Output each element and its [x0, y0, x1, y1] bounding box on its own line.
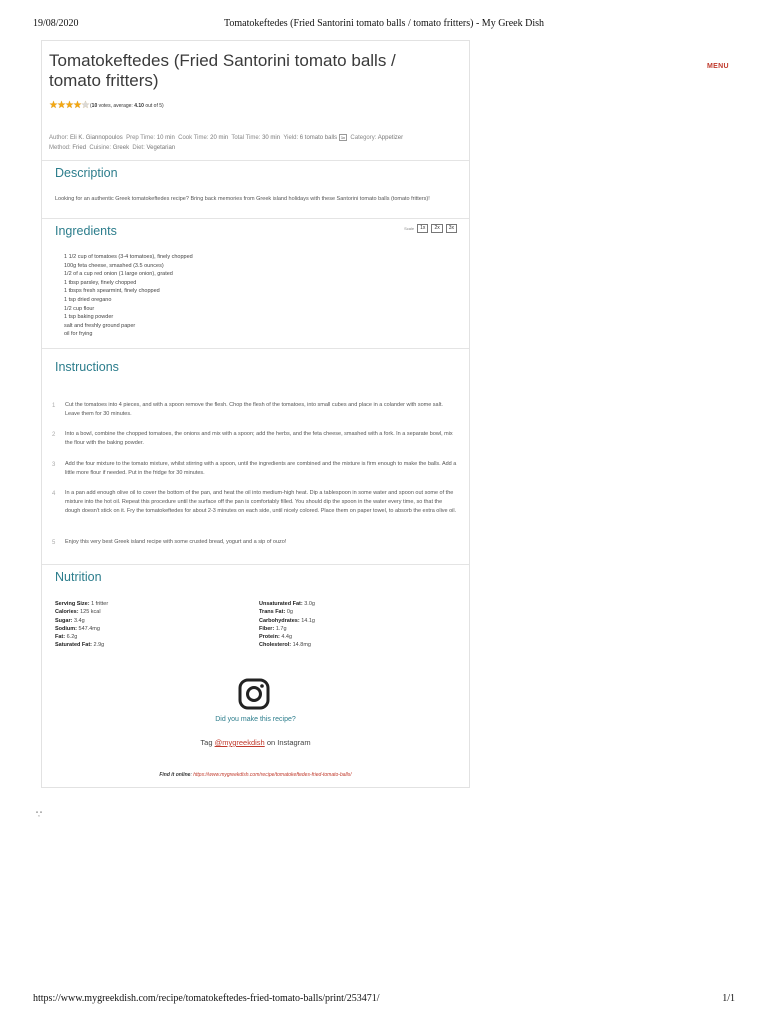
nutrition-row: Fat: 6.2g: [55, 634, 78, 641]
total-time: 30 min: [262, 135, 281, 141]
ingredient-item: salt and freshly ground paper: [64, 322, 136, 329]
ingredients-list: [64, 253, 193, 339]
step-text: Into a bowl, combine the chopped tomatoes, the onions and mix with a spoon; add the herbs, and the feta cheese, smashed with a fork. In a separate bowl, mix the flour with the baking powder.: [65, 431, 453, 447]
method: Fried: [72, 145, 87, 151]
description-heading: Description: [55, 166, 118, 180]
divider: [42, 160, 469, 161]
ingredient-item: 1 tsp baking powder: [64, 314, 114, 321]
scale-controls: [404, 224, 457, 233]
print-url: https://www.mygreekdish.com/recipe/tomatokeftedes-fried-tomato-balls/print/253471/: [33, 993, 380, 1004]
step-number: 4: [52, 491, 56, 497]
star-icon[interactable]: ★: [49, 100, 58, 111]
ingredient-item: 1 1/2 cup of tomatoes (3-4 tomatoes), finely chopped: [64, 254, 193, 260]
recipe-meta: Author: Eli K. Giannopoulos Prep Time: 10 min Cook Time: 20 min Total Time: 30 min Yield: 6 tomato balls 1x Category: Appetizer Method: Fried Cuisine: Greek Diet: Vegetarian: [49, 134, 404, 151]
nutrition-row: Cholesterol: 14.8mg: [259, 642, 311, 649]
page-number: 1/1: [722, 993, 735, 1004]
ingredient-item: 100g feta cheese, smashed (3.5 ounces): [64, 262, 164, 269]
cuisine: Greek: [112, 145, 130, 151]
stray-mark: ",": [36, 812, 42, 818]
instagram-handle-link[interactable]: @mygreekdish: [214, 738, 265, 747]
menu-button[interactable]: MENU: [707, 63, 729, 70]
divider: [42, 218, 469, 219]
star-icon[interactable]: ★: [81, 100, 90, 111]
divider: [42, 348, 469, 349]
print-header: [33, 18, 735, 32]
step-number: 2: [52, 432, 56, 438]
print-page-title: Tomatokeftedes (Fried Santorini tomato balls / tomato fritters) - My Greek Dish: [223, 18, 545, 29]
step-number: 1: [52, 403, 56, 409]
step-text: Add the four mixture to the tomato mixture, whilst stirring with a spoon, until the ingredients are combined and the mixture is firm enough to make the balls. Add a little more flour if needed. Put in the fridge for 30 minutes.: [65, 461, 457, 477]
nutrition-row: Trans Fat: 0g: [259, 609, 293, 616]
nutrition-row: Saturated Fat: 2.9g: [55, 642, 105, 649]
instructions-heading: Instructions: [55, 360, 119, 374]
ingredient-item: 1 tbsps fresh spearmint, finely chopped: [64, 288, 160, 295]
instagram-tag: Tag @mygreekdish on Instagram: [200, 738, 311, 747]
scale-3x-button[interactable]: 3x: [446, 224, 457, 233]
step-text: Enjoy this very best Greek island recipe with some crusted bread, yogurt and a sip of ouzo!: [65, 539, 287, 545]
scale-2x-button[interactable]: 2x: [431, 224, 442, 233]
recipe-title: Tomatokeftedes (Fried Santorini tomato balls / tomato fritters): [49, 51, 396, 90]
nutrition-row: Serving Size: 1 fritter: [55, 601, 109, 607]
step-text: Cut the tomatoes into 4 pieces, and with a spoon remove the flesh. Chop the flesh of the tomatoes, into small cubes and place in a colander with some salt. Leave them for 30 minutes.: [65, 402, 443, 418]
star-icon[interactable]: ★: [57, 100, 66, 111]
nutrition-row: Sodium: 547.4mg: [55, 625, 100, 632]
description-text: Looking for an authentic Greek tomatokeftedes recipe? Bring back memories from Greek island holidays with these Santorini tomato balls (tomato fritters)!: [55, 196, 430, 202]
nutrition-row: Unsaturated Fat: 3.0g: [259, 601, 315, 607]
ingredient-item: oil for frying: [64, 331, 93, 338]
star-icon[interactable]: ★: [73, 100, 82, 111]
star-icon[interactable]: ★: [65, 100, 74, 111]
find-online: Find it online: https://www.mygreekdish.com/recipe/tomatokeftedes-fried-tomato-balls/: [159, 772, 352, 778]
step-number: 5: [52, 540, 56, 546]
nutrition-row: Carbohydrates: 14.1g: [259, 617, 315, 624]
made-recipe-text: Did you make this recipe?: [215, 716, 296, 723]
rating-average: 4.10: [134, 103, 144, 109]
rating: [49, 100, 164, 112]
author-name: Eli K. Giannopoulos: [70, 135, 123, 141]
rating-text: (10 votes, average: 4.10 out of 5): [90, 103, 164, 109]
yield: 6 tomato balls: [299, 135, 338, 141]
nutrition-row: Fiber: 1.7g: [259, 625, 287, 632]
recipe-card: [41, 40, 470, 788]
ingredients-heading: Ingredients: [55, 224, 117, 238]
nutrition-row: Calories: 125 kcal: [55, 609, 101, 616]
nutrition-heading: Nutrition: [55, 570, 102, 584]
nutrition-row: Sugar: 3.4g: [55, 617, 85, 624]
divider: [42, 564, 469, 565]
scale-label: Scale: [404, 226, 415, 231]
diet: Vegetarian: [146, 145, 176, 151]
rating-stars[interactable]: [49, 101, 89, 111]
print-date: 19/08/2020: [33, 18, 79, 29]
recipe-url-link[interactable]: https://www.mygreekdish.com/recipe/tomatokeftedes-fried-tomato-balls/: [193, 772, 352, 778]
step-number: 3: [52, 462, 56, 468]
nutrition-right-column: [259, 600, 315, 650]
nutrition-row: Protein: 4.4g: [259, 634, 293, 641]
nutrition-left-column: [55, 600, 108, 650]
ingredient-item: 1 tbsp parsley, finely chopped: [64, 279, 137, 286]
rating-votes: 10: [91, 103, 98, 109]
instagram-icon[interactable]: [238, 678, 270, 710]
ingredient-item: 1 tsp dried oregano: [64, 296, 112, 303]
scale-1x-button[interactable]: 1x: [417, 224, 428, 233]
step-text: In a pan add enough olive oil to cover the bottom of the pan, and heat the oil into medium-high heat. Dip a tablespoon in some water and spoon out some of the mixture into the hot oil. Repeat this procedure until the surface off the pan is comfortably filled. You should dip the spoon in the water every time, so that the dough doesn't stick on it. Fry the tomatokeftedes for about 2-3 minutes on each side, until nicely colored. Place them on paper towel, to absorb the extra olive oil.: [65, 490, 457, 515]
ingredient-item: 1/2 cup flour: [64, 305, 95, 312]
servings-scale-button[interactable]: 1x: [340, 134, 346, 140]
ingredient-item: 1/2 of a cup red onion (1 large onion), grated: [64, 271, 173, 278]
category: Appetizer: [377, 135, 404, 141]
prep-time: 10 min: [156, 135, 175, 141]
cook-time: 20 min: [210, 135, 229, 141]
